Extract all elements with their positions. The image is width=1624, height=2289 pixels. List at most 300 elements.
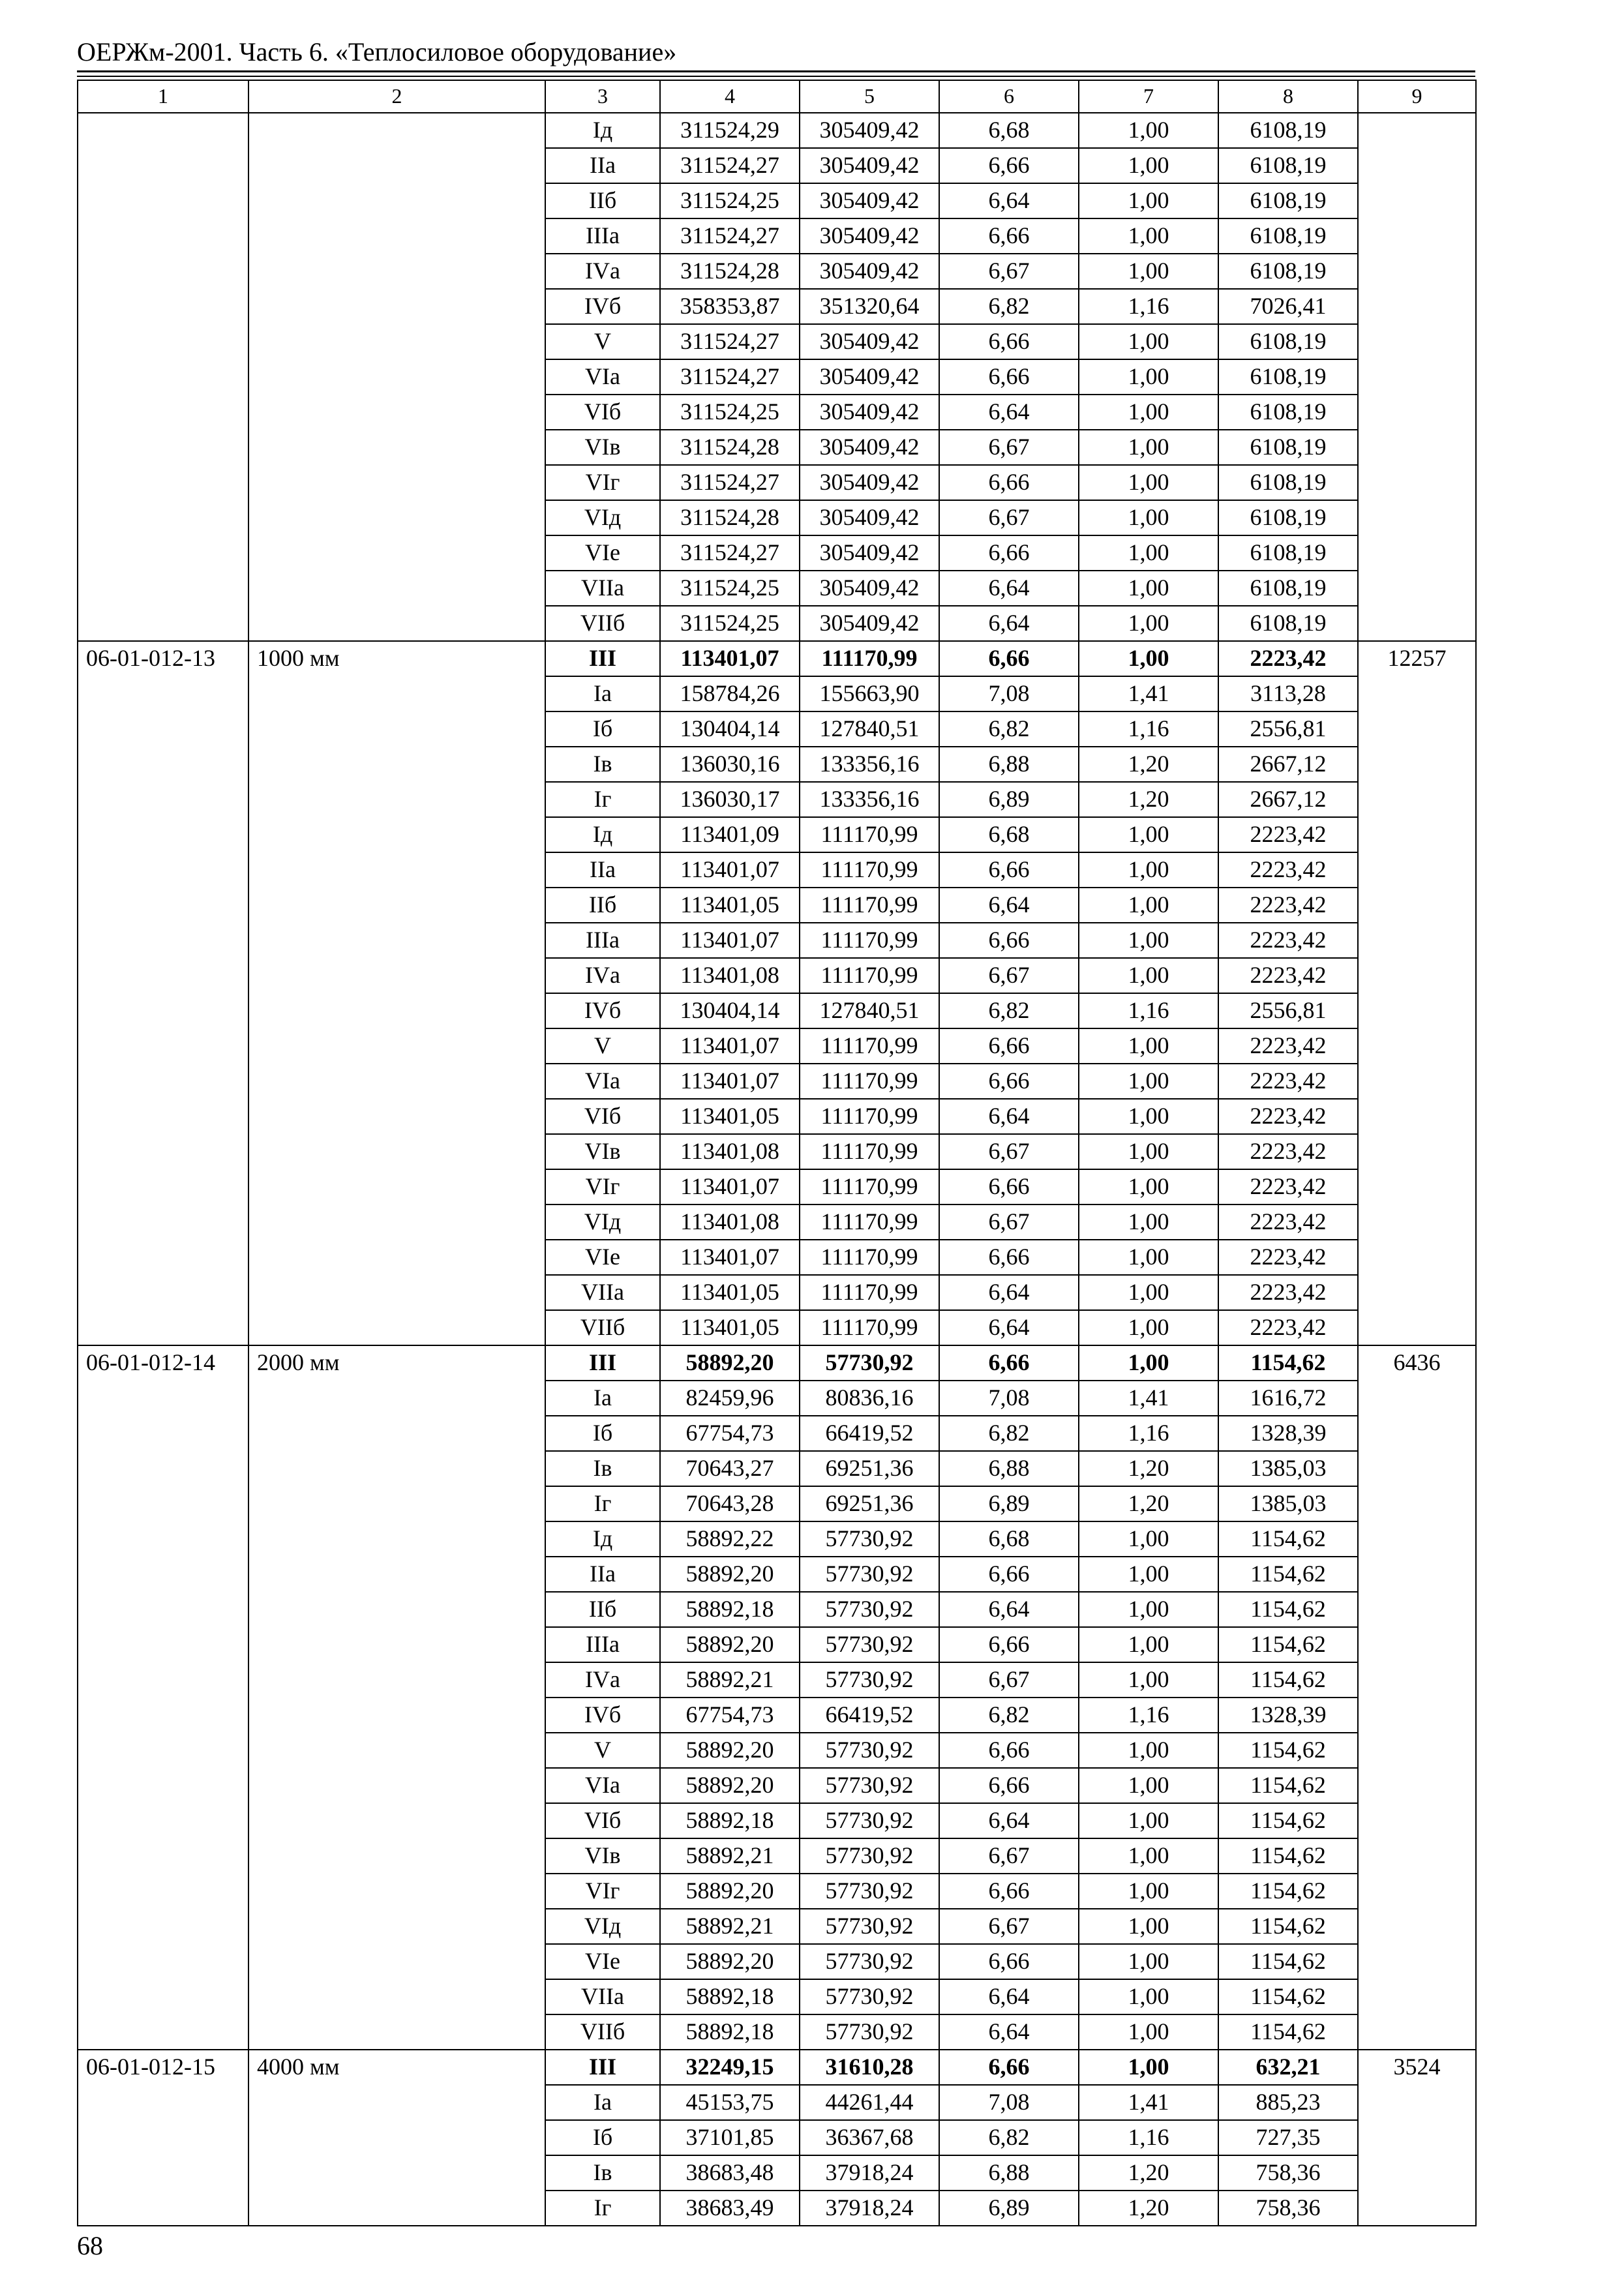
value-cell: 6,67: [939, 1134, 1079, 1169]
value-cell: 6,64: [939, 1099, 1079, 1134]
value-cell: 130404,14: [660, 993, 800, 1028]
value-cell: 6,66: [939, 2050, 1079, 2085]
value-cell: 1154,62: [1218, 1803, 1358, 1838]
value-cell: 6,67: [939, 958, 1079, 993]
value-cell: 6,66: [939, 1768, 1079, 1803]
value-cell: 1,00: [1079, 1944, 1218, 1979]
value-cell: 113401,07: [660, 852, 800, 888]
value-cell: 133356,16: [800, 747, 939, 782]
value-cell: 6,64: [939, 888, 1079, 923]
value-cell: 58892,18: [660, 2014, 800, 2050]
rate-code-cell: [78, 113, 248, 641]
value-cell: 6108,19: [1218, 465, 1358, 500]
value-cell: 1,20: [1079, 2191, 1218, 2226]
value-cell: 6,89: [939, 782, 1079, 817]
value-cell: 58892,20: [660, 1768, 800, 1803]
value-cell: 305409,42: [800, 430, 939, 465]
value-cell: 1616,72: [1218, 1381, 1358, 1416]
value-cell: 1154,62: [1218, 1909, 1358, 1944]
value-cell: 1,16: [1079, 289, 1218, 324]
value-cell: 6,67: [939, 1838, 1079, 1874]
value-cell: 111170,99: [800, 958, 939, 993]
zone-cell: III: [545, 1345, 660, 1381]
value-cell: 1,00: [1079, 1557, 1218, 1592]
table-row: [78, 641, 1476, 676]
value-cell: 113401,05: [660, 888, 800, 923]
zone-cell: VIIб: [545, 2014, 660, 2050]
total-cell: 12257: [1358, 641, 1476, 1345]
zone-cell: IVа: [545, 254, 660, 289]
value-cell: 58892,21: [660, 1909, 800, 1944]
value-cell: 111170,99: [800, 1134, 939, 1169]
value-cell: 58892,22: [660, 1521, 800, 1557]
zone-cell: Iг: [545, 1486, 660, 1521]
value-cell: 2223,42: [1218, 852, 1358, 888]
value-cell: 2556,81: [1218, 711, 1358, 747]
value-cell: 38683,48: [660, 2155, 800, 2191]
zone-cell: Iа: [545, 676, 660, 711]
value-cell: 1,00: [1079, 1275, 1218, 1310]
value-cell: 6108,19: [1218, 359, 1358, 395]
value-cell: 6108,19: [1218, 218, 1358, 254]
value-cell: 2223,42: [1218, 1064, 1358, 1099]
value-cell: 6,82: [939, 1416, 1079, 1451]
value-cell: 1,00: [1079, 430, 1218, 465]
value-cell: 58892,21: [660, 1662, 800, 1698]
value-cell: 57730,92: [800, 1909, 939, 1944]
value-cell: 1,20: [1079, 2155, 1218, 2191]
zone-cell: VIг: [545, 1169, 660, 1204]
value-cell: 6,67: [939, 1909, 1079, 1944]
value-cell: 36367,68: [800, 2120, 939, 2155]
value-cell: 7,08: [939, 2085, 1079, 2120]
header-rule: [77, 70, 1475, 72]
value-cell: 6,66: [939, 148, 1079, 183]
value-cell: 311524,25: [660, 395, 800, 430]
value-cell: 113401,08: [660, 1134, 800, 1169]
value-cell: 6108,19: [1218, 113, 1358, 148]
header-rule-thin: [77, 76, 1475, 77]
value-cell: 305409,42: [800, 571, 939, 606]
value-cell: 1,00: [1079, 1345, 1218, 1381]
value-cell: 1,00: [1079, 1592, 1218, 1627]
value-cell: 66419,52: [800, 1416, 939, 1451]
value-cell: 1,00: [1079, 500, 1218, 535]
table-row: [78, 113, 1476, 148]
value-cell: 1,16: [1079, 2120, 1218, 2155]
value-cell: 111170,99: [800, 641, 939, 676]
value-cell: 6,89: [939, 1486, 1079, 1521]
zone-cell: Iд: [545, 113, 660, 148]
value-cell: 632,21: [1218, 2050, 1358, 2085]
value-cell: 1,00: [1079, 1627, 1218, 1662]
value-cell: 2223,42: [1218, 1275, 1358, 1310]
value-cell: 758,36: [1218, 2155, 1358, 2191]
zone-cell: VIIа: [545, 1979, 660, 2014]
value-cell: 1328,39: [1218, 1698, 1358, 1733]
value-cell: 1154,62: [1218, 1592, 1358, 1627]
total-cell: 6436: [1358, 1345, 1476, 2050]
zone-cell: IIа: [545, 852, 660, 888]
value-cell: 31610,28: [800, 2050, 939, 2085]
value-cell: 1,00: [1079, 1909, 1218, 1944]
value-cell: 7026,41: [1218, 289, 1358, 324]
value-cell: 1154,62: [1218, 1345, 1358, 1381]
value-cell: 2223,42: [1218, 1099, 1358, 1134]
value-cell: 305409,42: [800, 606, 939, 641]
zone-cell: VIа: [545, 1768, 660, 1803]
value-cell: 1,20: [1079, 1486, 1218, 1521]
zone-cell: Iг: [545, 2191, 660, 2226]
value-cell: 113401,07: [660, 1028, 800, 1064]
value-cell: 6108,19: [1218, 254, 1358, 289]
value-cell: 2223,42: [1218, 1134, 1358, 1169]
value-cell: 1,00: [1079, 395, 1218, 430]
zone-cell: V: [545, 1733, 660, 1768]
value-cell: 6,67: [939, 1662, 1079, 1698]
value-cell: 67754,73: [660, 1698, 800, 1733]
value-cell: 1,00: [1079, 1169, 1218, 1204]
value-cell: 6,64: [939, 606, 1079, 641]
value-cell: 70643,27: [660, 1451, 800, 1486]
value-cell: 32249,15: [660, 2050, 800, 2085]
column-number: 9: [1358, 80, 1476, 113]
value-cell: 305409,42: [800, 535, 939, 571]
value-cell: 758,36: [1218, 2191, 1358, 2226]
value-cell: 2223,42: [1218, 923, 1358, 958]
value-cell: 6,66: [939, 852, 1079, 888]
zone-cell: VIIа: [545, 571, 660, 606]
value-cell: 6,82: [939, 1698, 1079, 1733]
value-cell: 6,66: [939, 923, 1079, 958]
value-cell: 57730,92: [800, 1592, 939, 1627]
value-cell: 885,23: [1218, 2085, 1358, 2120]
page-header-title: ОЕРЖм-2001. Часть 6. «Теплосиловое оборудование»: [77, 37, 677, 67]
zone-cell: Iа: [545, 2085, 660, 2120]
value-cell: 1385,03: [1218, 1486, 1358, 1521]
zone-cell: VIIа: [545, 1275, 660, 1310]
value-cell: 6,66: [939, 1557, 1079, 1592]
value-cell: 113401,09: [660, 817, 800, 852]
zone-cell: IVб: [545, 993, 660, 1028]
page-number: 68: [77, 2231, 103, 2260]
zone-cell: VIе: [545, 1240, 660, 1275]
value-cell: 1,00: [1079, 1521, 1218, 1557]
value-cell: 58892,18: [660, 1979, 800, 2014]
zone-cell: Iв: [545, 1451, 660, 1486]
value-cell: 1,00: [1079, 183, 1218, 218]
table-row: [78, 2050, 1476, 2085]
value-cell: 57730,92: [800, 1768, 939, 1803]
size-cell: 2000 мм: [248, 1345, 545, 2050]
zone-cell: Iг: [545, 782, 660, 817]
value-cell: 6,82: [939, 289, 1079, 324]
zone-cell: Iд: [545, 1521, 660, 1557]
value-cell: 358353,87: [660, 289, 800, 324]
value-cell: 1,16: [1079, 1698, 1218, 1733]
value-cell: 1328,39: [1218, 1416, 1358, 1451]
value-cell: 6,66: [939, 1028, 1079, 1064]
zone-cell: VIа: [545, 359, 660, 395]
value-cell: 3113,28: [1218, 676, 1358, 711]
value-cell: 2556,81: [1218, 993, 1358, 1028]
value-cell: 6,67: [939, 254, 1079, 289]
value-cell: 1,16: [1079, 993, 1218, 1028]
value-cell: 311524,28: [660, 430, 800, 465]
value-cell: 6,68: [939, 817, 1079, 852]
value-cell: 1,20: [1079, 1451, 1218, 1486]
value-cell: 1,00: [1079, 535, 1218, 571]
value-cell: 6,67: [939, 500, 1079, 535]
value-cell: 113401,07: [660, 1169, 800, 1204]
value-cell: 1,00: [1079, 359, 1218, 395]
value-cell: 136030,17: [660, 782, 800, 817]
value-cell: 305409,42: [800, 113, 939, 148]
value-cell: 1154,62: [1218, 1874, 1358, 1909]
value-cell: 1,00: [1079, 1240, 1218, 1275]
column-number-row: [78, 80, 1476, 113]
value-cell: 311524,27: [660, 218, 800, 254]
value-cell: 58892,20: [660, 1733, 800, 1768]
value-cell: 2667,12: [1218, 782, 1358, 817]
value-cell: 6108,19: [1218, 183, 1358, 218]
value-cell: 1,00: [1079, 817, 1218, 852]
value-cell: 1,00: [1079, 958, 1218, 993]
value-cell: 1,16: [1079, 1416, 1218, 1451]
value-cell: 311524,27: [660, 324, 800, 359]
value-cell: 1,00: [1079, 1874, 1218, 1909]
size-cell: 4000 мм: [248, 2050, 545, 2226]
zone-cell: IIIа: [545, 218, 660, 254]
value-cell: 311524,25: [660, 606, 800, 641]
value-cell: 111170,99: [800, 888, 939, 923]
value-cell: 57730,92: [800, 1345, 939, 1381]
value-cell: 1,00: [1079, 1838, 1218, 1874]
zone-cell: VIд: [545, 1204, 660, 1240]
total-cell: 3524: [1358, 2050, 1476, 2226]
value-cell: 305409,42: [800, 395, 939, 430]
value-cell: 82459,96: [660, 1381, 800, 1416]
value-cell: 6108,19: [1218, 535, 1358, 571]
value-cell: 130404,14: [660, 711, 800, 747]
zone-cell: V: [545, 324, 660, 359]
value-cell: 311524,27: [660, 148, 800, 183]
value-cell: 1154,62: [1218, 1627, 1358, 1662]
value-cell: 6108,19: [1218, 395, 1358, 430]
value-cell: 1,41: [1079, 2085, 1218, 2120]
value-cell: 111170,99: [800, 1240, 939, 1275]
value-cell: 1,20: [1079, 782, 1218, 817]
value-cell: 58892,20: [660, 1345, 800, 1381]
value-cell: 127840,51: [800, 993, 939, 1028]
value-cell: 44261,44: [800, 2085, 939, 2120]
value-cell: 113401,07: [660, 923, 800, 958]
value-cell: 111170,99: [800, 852, 939, 888]
zone-cell: VIв: [545, 430, 660, 465]
value-cell: 1154,62: [1218, 1733, 1358, 1768]
value-cell: 6,66: [939, 1064, 1079, 1099]
value-cell: 66419,52: [800, 1698, 939, 1733]
value-cell: 311524,27: [660, 465, 800, 500]
value-cell: 2223,42: [1218, 1204, 1358, 1240]
value-cell: 2667,12: [1218, 747, 1358, 782]
value-cell: 38683,49: [660, 2191, 800, 2226]
value-cell: 1,00: [1079, 2050, 1218, 2085]
value-cell: 1,00: [1079, 254, 1218, 289]
rates-table: [77, 80, 1477, 2226]
value-cell: 311524,28: [660, 254, 800, 289]
zone-cell: Iб: [545, 2120, 660, 2155]
value-cell: 1,00: [1079, 1310, 1218, 1345]
value-cell: 113401,08: [660, 1204, 800, 1240]
value-cell: 1,00: [1079, 606, 1218, 641]
value-cell: 158784,26: [660, 676, 800, 711]
value-cell: 311524,27: [660, 359, 800, 395]
zone-cell: IIIа: [545, 923, 660, 958]
zone-cell: IIб: [545, 1592, 660, 1627]
value-cell: 305409,42: [800, 359, 939, 395]
zone-cell: VIд: [545, 1909, 660, 1944]
value-cell: 6,66: [939, 465, 1079, 500]
value-cell: 2223,42: [1218, 817, 1358, 852]
value-cell: 6,64: [939, 183, 1079, 218]
value-cell: 57730,92: [800, 1803, 939, 1838]
value-cell: 58892,20: [660, 1627, 800, 1662]
value-cell: 37918,24: [800, 2191, 939, 2226]
zone-cell: VIIб: [545, 1310, 660, 1345]
value-cell: 1,00: [1079, 1768, 1218, 1803]
value-cell: 6,67: [939, 1204, 1079, 1240]
value-cell: 155663,90: [800, 676, 939, 711]
value-cell: 58892,21: [660, 1838, 800, 1874]
size-cell: [248, 113, 545, 641]
value-cell: 6108,19: [1218, 324, 1358, 359]
value-cell: 6,66: [939, 1169, 1079, 1204]
value-cell: 1,00: [1079, 1064, 1218, 1099]
value-cell: 69251,36: [800, 1451, 939, 1486]
value-cell: 111170,99: [800, 1310, 939, 1345]
zone-cell: IVб: [545, 1698, 660, 1733]
zone-cell: VIг: [545, 1874, 660, 1909]
value-cell: 305409,42: [800, 500, 939, 535]
value-cell: 6,64: [939, 1979, 1079, 2014]
value-cell: 305409,42: [800, 254, 939, 289]
value-cell: 7,08: [939, 1381, 1079, 1416]
rates-table-body: [78, 80, 1476, 2226]
value-cell: 58892,20: [660, 1874, 800, 1909]
value-cell: 2223,42: [1218, 1240, 1358, 1275]
value-cell: 6,66: [939, 535, 1079, 571]
value-cell: 113401,07: [660, 1064, 800, 1099]
value-cell: 58892,20: [660, 1944, 800, 1979]
zone-cell: VIа: [545, 1064, 660, 1099]
column-number: 8: [1218, 80, 1358, 113]
value-cell: 6108,19: [1218, 500, 1358, 535]
value-cell: 7,08: [939, 676, 1079, 711]
value-cell: 57730,92: [800, 2014, 939, 2050]
zone-cell: VIд: [545, 500, 660, 535]
value-cell: 1,00: [1079, 2014, 1218, 2050]
value-cell: 37101,85: [660, 2120, 800, 2155]
value-cell: 58892,18: [660, 1592, 800, 1627]
value-cell: 1,41: [1079, 676, 1218, 711]
value-cell: 111170,99: [800, 1099, 939, 1134]
value-cell: 57730,92: [800, 1979, 939, 2014]
value-cell: 37918,24: [800, 2155, 939, 2191]
zone-cell: IIб: [545, 183, 660, 218]
value-cell: 6,89: [939, 2191, 1079, 2226]
value-cell: 2223,42: [1218, 641, 1358, 676]
value-cell: 1,20: [1079, 747, 1218, 782]
value-cell: 6108,19: [1218, 430, 1358, 465]
value-cell: 6,82: [939, 993, 1079, 1028]
value-cell: 6,64: [939, 1310, 1079, 1345]
value-cell: 1154,62: [1218, 1768, 1358, 1803]
zone-cell: VIг: [545, 465, 660, 500]
value-cell: 6108,19: [1218, 606, 1358, 641]
zone-cell: IVа: [545, 1662, 660, 1698]
value-cell: 1154,62: [1218, 1662, 1358, 1698]
column-number: 1: [78, 80, 248, 113]
value-cell: 305409,42: [800, 148, 939, 183]
value-cell: 57730,92: [800, 1838, 939, 1874]
value-cell: 311524,25: [660, 183, 800, 218]
value-cell: 1,00: [1079, 465, 1218, 500]
value-cell: 6,66: [939, 1874, 1079, 1909]
value-cell: 1385,03: [1218, 1451, 1358, 1486]
value-cell: 2223,42: [1218, 958, 1358, 993]
rate-code-cell: 06-01-012-14: [78, 1345, 248, 2050]
value-cell: 6,66: [939, 324, 1079, 359]
zone-cell: Iб: [545, 1416, 660, 1451]
value-cell: 6,88: [939, 1451, 1079, 1486]
value-cell: 6,66: [939, 1240, 1079, 1275]
value-cell: 311524,28: [660, 500, 800, 535]
value-cell: 6,82: [939, 2120, 1079, 2155]
value-cell: 6,64: [939, 1803, 1079, 1838]
value-cell: 6,88: [939, 747, 1079, 782]
zone-cell: VIе: [545, 1944, 660, 1979]
zone-cell: VIв: [545, 1838, 660, 1874]
value-cell: 6,66: [939, 218, 1079, 254]
size-cell: 1000 мм: [248, 641, 545, 1345]
zone-cell: Iв: [545, 747, 660, 782]
rate-code-cell: 06-01-012-13: [78, 641, 248, 1345]
value-cell: 58892,20: [660, 1557, 800, 1592]
zone-cell: IIIа: [545, 1627, 660, 1662]
zone-cell: V: [545, 1028, 660, 1064]
value-cell: 351320,64: [800, 289, 939, 324]
zone-cell: VIIб: [545, 606, 660, 641]
zone-cell: IIа: [545, 1557, 660, 1592]
value-cell: 111170,99: [800, 1204, 939, 1240]
value-cell: 113401,07: [660, 1240, 800, 1275]
value-cell: 1,00: [1079, 1803, 1218, 1838]
column-number: 6: [939, 80, 1079, 113]
value-cell: 6108,19: [1218, 571, 1358, 606]
value-cell: 113401,05: [660, 1310, 800, 1345]
value-cell: 6,66: [939, 1944, 1079, 1979]
value-cell: 6,67: [939, 430, 1079, 465]
value-cell: 69251,36: [800, 1486, 939, 1521]
value-cell: 113401,05: [660, 1275, 800, 1310]
value-cell: 1154,62: [1218, 1979, 1358, 2014]
value-cell: 1,00: [1079, 1028, 1218, 1064]
value-cell: 57730,92: [800, 1733, 939, 1768]
value-cell: 6,64: [939, 2014, 1079, 2050]
value-cell: 305409,42: [800, 218, 939, 254]
value-cell: 311524,25: [660, 571, 800, 606]
